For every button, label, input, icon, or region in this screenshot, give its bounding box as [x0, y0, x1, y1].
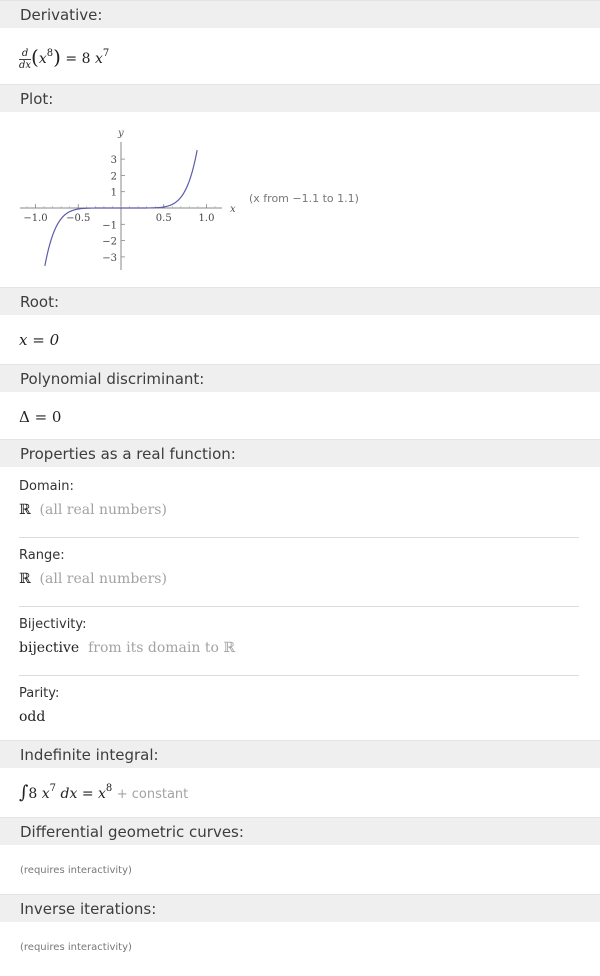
parity-label: Parity:	[19, 686, 60, 701]
section-title: Root:	[20, 293, 60, 311]
section-title: Polynomial discriminant:	[20, 370, 205, 388]
section-title: Indefinite integral:	[20, 746, 159, 764]
parity-value: odd	[19, 709, 46, 725]
y-tick-label: 1	[110, 187, 117, 199]
bijectivity-label: Bijectivity:	[19, 617, 87, 632]
section-title: Inverse iterations:	[20, 900, 157, 918]
y-tick-label: −2	[102, 236, 117, 248]
section-header-plot	[0, 84, 600, 112]
plot-range-note: (x from −1.1 to 1.1)	[249, 192, 359, 205]
section-title: Plot:	[20, 90, 54, 108]
section-title: Differential geometric curves:	[20, 823, 244, 841]
section-header-root	[0, 287, 600, 315]
range-label: Range:	[19, 548, 65, 563]
section-header-discriminant	[0, 364, 600, 392]
y-axis-label: y	[118, 128, 124, 139]
y-tick-label: −1	[102, 220, 117, 232]
divider	[19, 606, 579, 607]
y-tick-label: 3	[110, 155, 117, 167]
domain-label: Domain:	[19, 479, 74, 494]
section-title: Properties as a real function:	[20, 445, 236, 463]
x-tick-label: −0.5	[66, 213, 91, 224]
root-value: x = 0	[19, 331, 60, 349]
derivative-operator: $\frac{d}{dx}$	[19, 47, 32, 71]
interactivity-note: (requires interactivity)	[20, 942, 132, 953]
section-header-integral	[0, 740, 600, 768]
divider	[19, 537, 579, 538]
x-axis-label: x	[230, 204, 236, 215]
section-header-inverse-iterations	[0, 894, 600, 922]
domain-value: ℝ (all real numbers)	[19, 502, 167, 518]
x-tick-label: 1.0	[198, 213, 215, 224]
discriminant-value: Δ = 0	[19, 408, 62, 426]
section-header-derivative	[0, 0, 600, 28]
section-header-properties	[0, 439, 600, 467]
section-header-diff-curves	[0, 817, 600, 845]
bijectivity-value: bijective from its domain to ℝ	[19, 640, 235, 656]
x-tick-label: 0.5	[155, 213, 172, 224]
y-tick-label: 2	[110, 171, 117, 183]
derivative-result: $\frac{d}{dx}$ $(x^8) = 8$ $x^7$	[19, 45, 110, 71]
section-title: Derivative:	[20, 6, 103, 24]
interactivity-note: (requires interactivity)	[20, 865, 132, 876]
y-tick-label: −3	[102, 252, 117, 264]
divider	[19, 675, 579, 676]
x-tick-label: −1.0	[23, 213, 48, 224]
range-value: ℝ (all real numbers)	[19, 571, 167, 587]
integral-result: ∫8 $x^7$ dx = $x^8$ + constant	[19, 782, 189, 803]
